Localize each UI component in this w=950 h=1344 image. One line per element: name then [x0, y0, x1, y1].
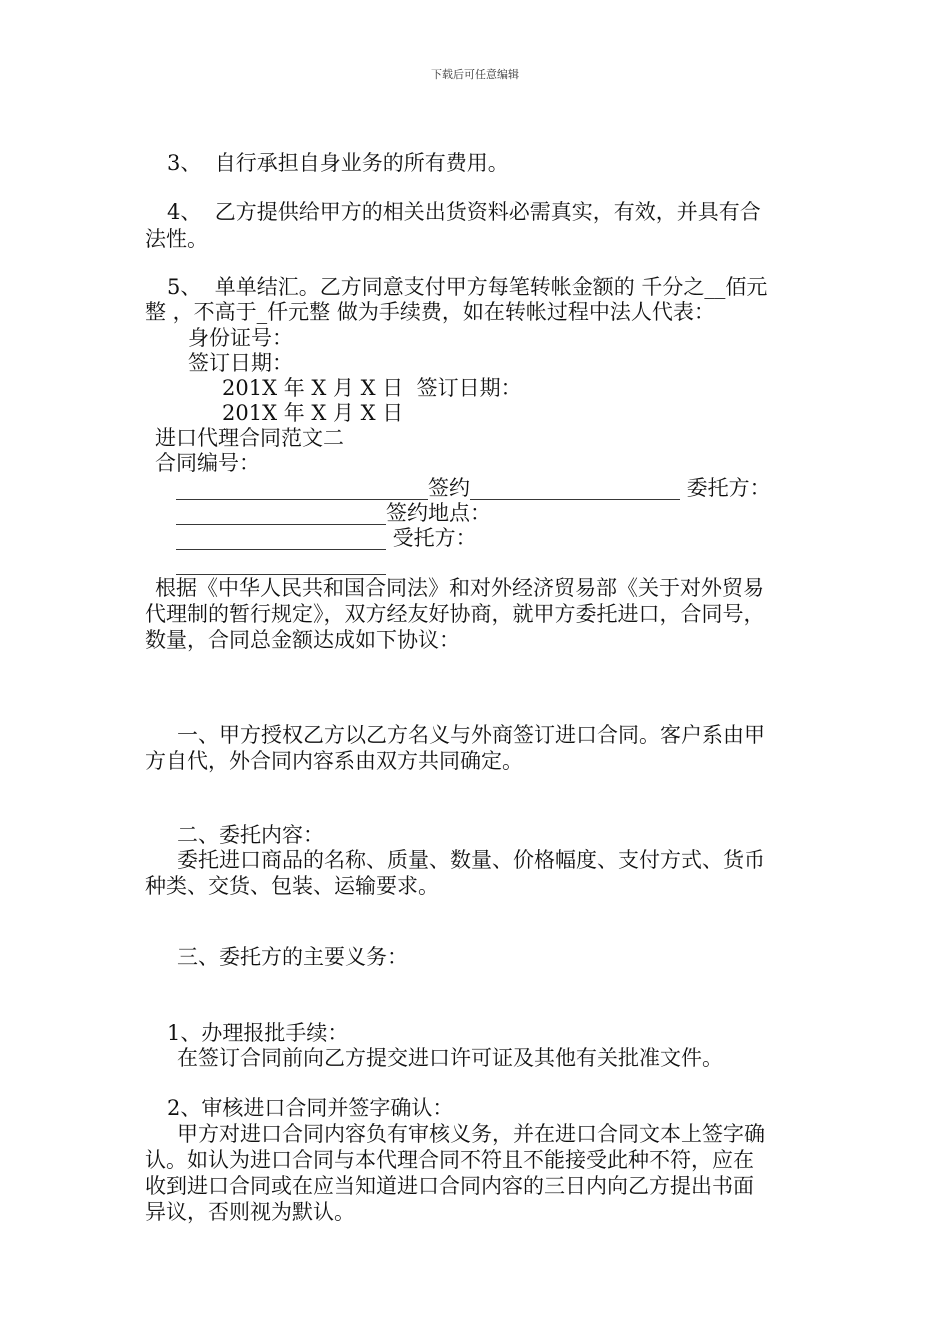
section-3-title: 三、委托方的主要义务： — [177, 945, 408, 969]
clause-4-line-1: 4、 乙方提供给甲方的相关出货资料必需真实，有效，并具有合 — [167, 200, 761, 224]
item-2-body-line-3: 收到进口合同或在应当知道进口合同内容的三日内向乙方提出书面 — [145, 1174, 754, 1198]
fill-line-client: ________________________签约____________________ 委托方： — [176, 476, 771, 500]
page-header-note: 下载后可任意编辑 — [431, 68, 519, 81]
section-2-title: 二、委托内容： — [177, 823, 324, 847]
intro-line-3: 数量，合同总金额达成如下协议： — [145, 628, 460, 652]
section-1-line-1: 一、甲方授权乙方以乙方名义与外商签订进口合同。客户系由甲 — [177, 723, 765, 747]
contract-number-label: 合同编号： — [155, 451, 260, 475]
section-1-line-2: 方自代，外合同内容系由双方共同确定。 — [145, 749, 523, 773]
clause-5-line-1: 5、 单单结汇。乙方同意支付甲方每笔转帐金额的 千分之__佰元 — [167, 275, 768, 299]
fill-line-sign-place: ____________________签约地点： — [176, 501, 491, 525]
date-line-1: 201X 年 X 月 X 日 签订日期： — [222, 376, 522, 400]
sign-date-label: 签订日期： — [188, 351, 293, 375]
item-2-body-line-4: 异议，否则视为默认。 — [145, 1200, 355, 1224]
item-2-body-line-2: 认。如认为进口合同与本代理合同不符且不能接受此种不符，应在 — [145, 1148, 754, 1172]
intro-line-2: 代理制的暂行规定》，双方经友好协商，就甲方委托进口，合同号， — [145, 602, 765, 626]
clause-3: 3、 自行承担自身业务的所有费用。 — [167, 151, 509, 175]
clause-4-line-2: 法性。 — [145, 227, 208, 251]
fill-line-agent: ____________________ 受托方： — [176, 526, 477, 550]
fill-line-blank: ____________________ — [176, 551, 386, 575]
document-title: 进口代理合同范文二 — [155, 426, 344, 450]
id-number-label: 身份证号： — [188, 326, 293, 350]
date-line-2: 201X 年 X 月 X 日 — [222, 401, 404, 425]
item-2-body-line-1: 甲方对进口合同内容负有审核义务，并在进口合同文本上签字确 — [177, 1122, 765, 1146]
clause-5-line-2: 整 ，不高于_仟元整 做为手续费，如在转帐过程中法人代表： — [145, 300, 715, 324]
intro-line-1: 根据《中华人民共和国合同法》和对外经济贸易部《关于对外贸易 — [155, 576, 764, 600]
section-2-body-line-1: 委托进口商品的名称、质量、数量、价格幅度、支付方式、货币 — [177, 848, 765, 872]
item-1-body: 在签订合同前向乙方提交进口许可证及其他有关批准文件。 — [177, 1046, 723, 1070]
item-2-title: 2、审核进口合同并签字确认： — [167, 1096, 454, 1120]
item-1-title: 1、办理报批手续： — [167, 1021, 349, 1045]
section-2-body-line-2: 种类、交货、包装、运输要求。 — [145, 874, 439, 898]
